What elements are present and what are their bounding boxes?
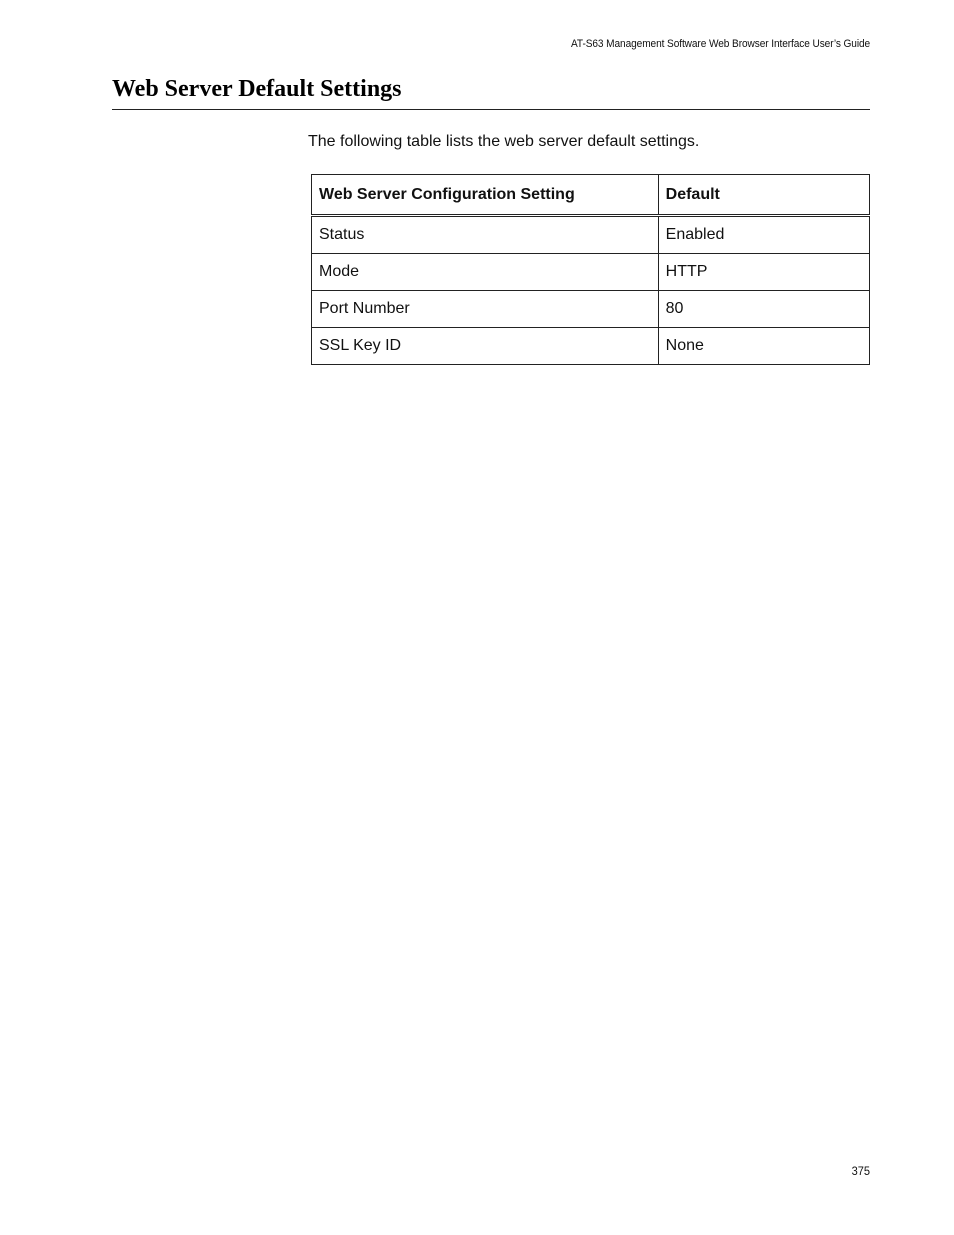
- table-header-row: [312, 175, 870, 216]
- setting-cell: SSL Key ID: [312, 328, 659, 365]
- setting-cell: Port Number: [312, 291, 659, 328]
- default-cell: 80: [658, 291, 869, 328]
- table-row: [312, 216, 870, 254]
- setting-cell: Status: [312, 216, 659, 254]
- table-row: [312, 291, 870, 328]
- defaults-table: [311, 174, 870, 365]
- column-header-default: Default: [658, 175, 869, 216]
- page-number: 375: [851, 1164, 870, 1178]
- intro-paragraph: The following table lists the web server default settings.: [308, 133, 700, 150]
- default-cell: Enabled: [658, 216, 869, 254]
- table-row: [312, 254, 870, 291]
- title-rule: [112, 109, 870, 110]
- column-header-setting: Web Server Configuration Setting: [312, 175, 659, 216]
- setting-cell: Mode: [312, 254, 659, 291]
- section-title: Web Server Default Settings: [112, 76, 402, 102]
- table-row: [312, 328, 870, 365]
- default-cell: HTTP: [658, 254, 869, 291]
- running-header: AT-S63 Management Software Web Browser Interface User’s Guide: [570, 38, 870, 50]
- default-cell: None: [658, 328, 869, 365]
